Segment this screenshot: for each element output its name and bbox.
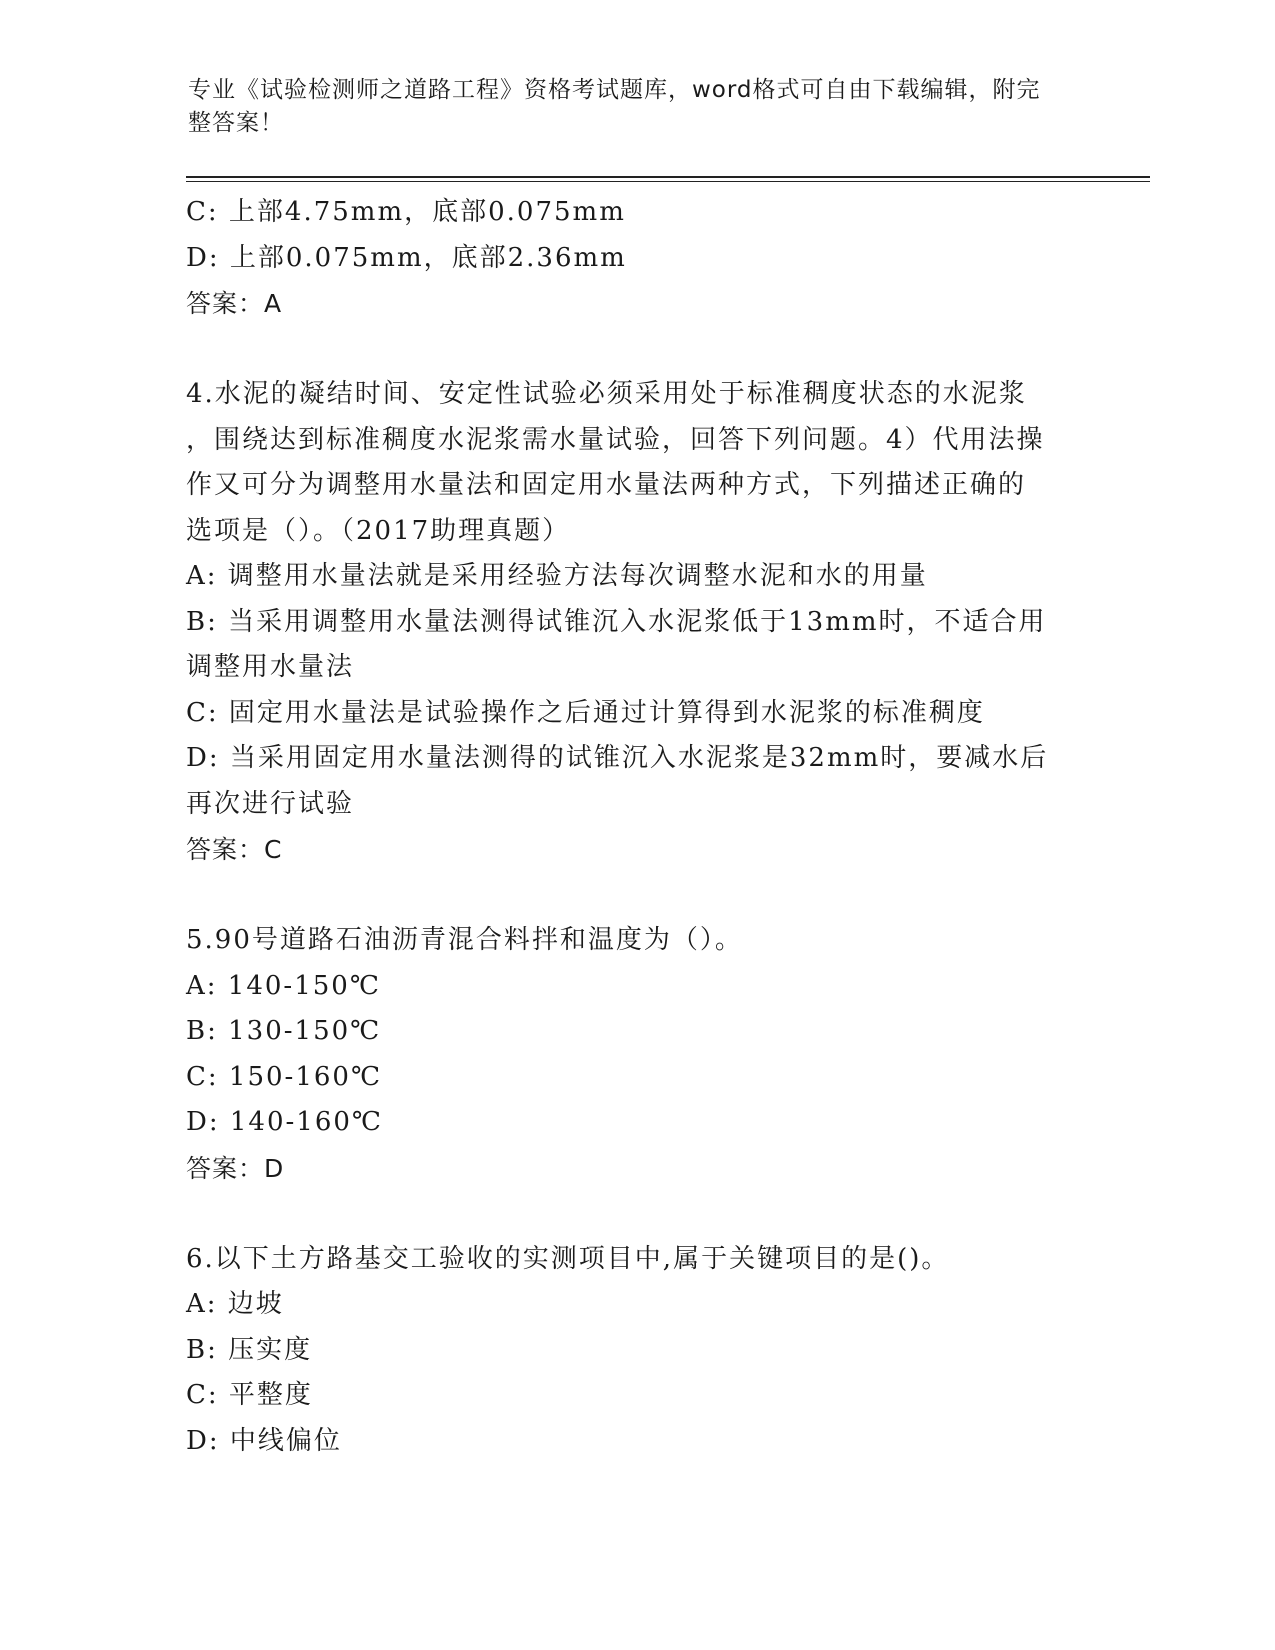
q4-option-d-line-2: 再次进行试验 [186,788,355,819]
q4-option-d-line-1: D: 当采用固定用水量法测得的试锥沉入水泥浆是32mm时，要减水后 [186,743,1049,773]
q3-answer: 答案：A [186,289,283,318]
q5-answer: 答案：D [186,1153,285,1183]
question-6 [186,1237,1086,1465]
q5-option-c: C: 150-160℃ [186,1061,383,1092]
header-title-line-1: 专业《试验检测师之道路工程》资格考试题库，word格式可自由下载编辑，附完 [188,77,1041,103]
q4-option-b-line-1: B: 当采用调整用水量法测得试锥沉入水泥浆低于13mm时，不适合用 [186,606,1047,637]
spacer [186,1191,1086,1237]
page-header [188,74,1068,140]
q6-option-a: A: 边坡 [186,1289,284,1319]
q4-stem-line-4: 选项是（）。（2017助理真题） [186,515,571,546]
question-4 [186,372,1086,873]
q6-option-b: B: 压实度 [186,1334,313,1365]
q6-stem: 6.以下土方路基交工验收的实测项目中,属于关键项目的是()。 [186,1243,950,1274]
q5-option-d: D: 140-160℃ [186,1107,383,1137]
q5-stem: 5.90号道路石油沥青混合料拌和温度为（）。 [186,925,743,955]
q4-stem-line-3: 作又可分为调整用水量法和固定用水量法两种方式，下列描述正确的 [186,470,1027,500]
q3-option-d: D: 上部0.075mm，底部2.36mm [186,242,627,273]
question-content [186,190,1086,1464]
q6-option-d: D: 中线偏位 [186,1425,342,1456]
q4-stem-line-1: 4.水泥的凝结时间、安定性试验必须采用处于标准稠度状态的水泥浆 [186,379,1027,409]
q4-answer: 答案：C [186,835,283,864]
q4-option-b-line-2: 调整用水量法 [186,652,355,682]
q3-option-c: C: 上部4.75mm，底部0.075mm [186,197,626,227]
q5-option-b: B: 130-150℃ [186,1016,382,1046]
header-divider-thin [186,181,1150,182]
q4-stem-line-2: ，围绕达到标准稠度水泥浆需水量试验，回答下列问题。4）代用法操 [186,424,1045,455]
question-3-fragment [186,190,1086,327]
q5-option-a: A: 140-150℃ [186,970,381,1001]
q4-option-c: C: 固定用水量法是试验操作之后通过计算得到水泥浆的标准稠度 [186,697,985,728]
header-title-line-2: 整答案！ [188,110,284,136]
q4-option-a: A: 调整用水量法就是采用经验方法每次调整水泥和水的用量 [186,561,928,591]
spacer [186,873,1086,919]
q6-option-c: C: 平整度 [186,1380,313,1410]
spacer [186,327,1086,373]
question-5 [186,918,1086,1191]
header-divider-thick [186,176,1150,178]
